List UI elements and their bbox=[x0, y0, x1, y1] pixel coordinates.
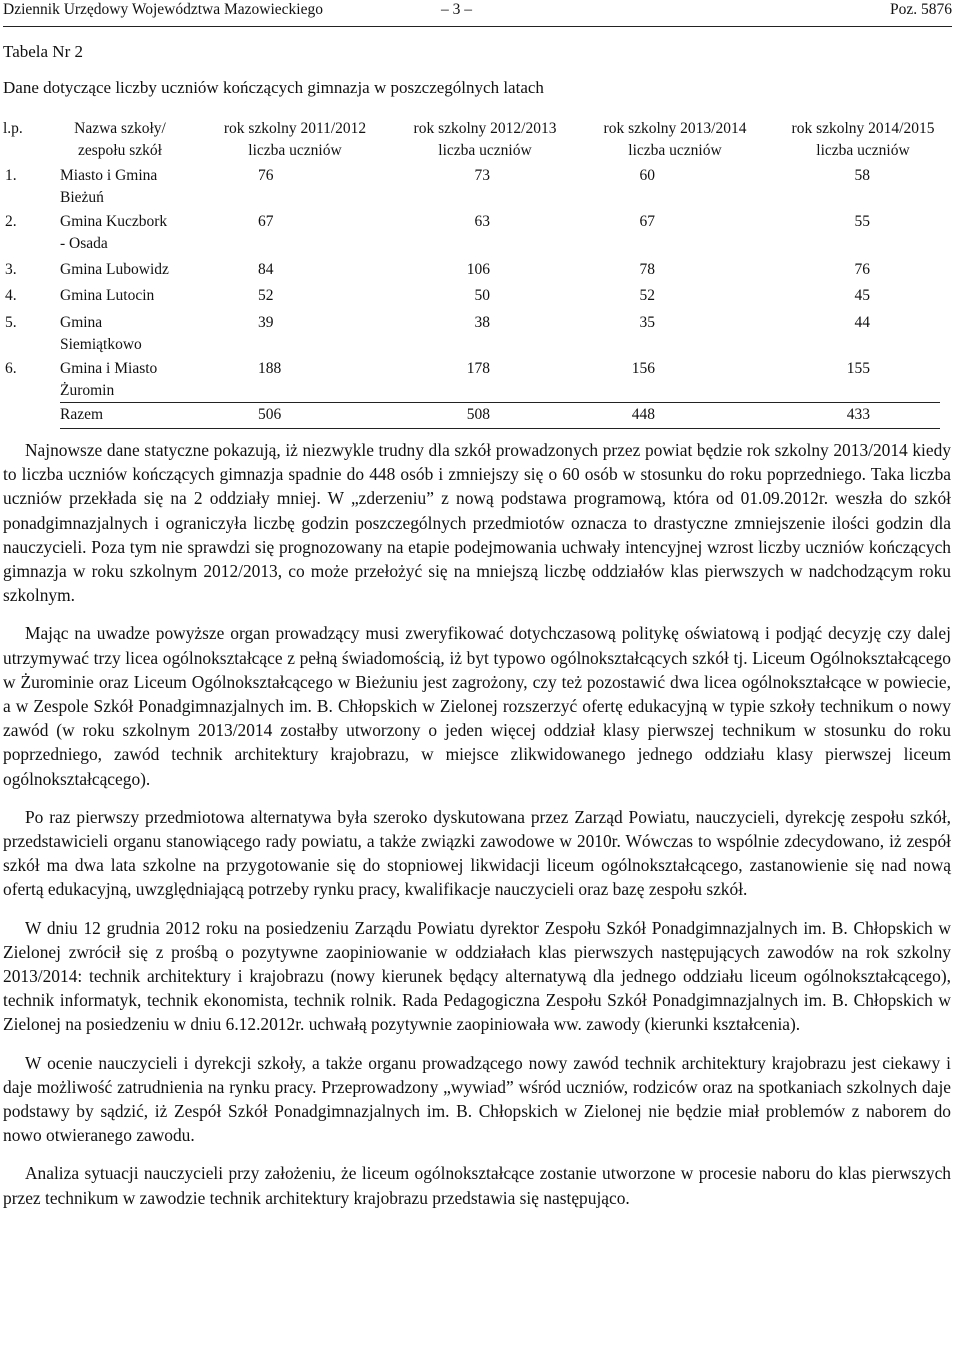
value-2012: 38 bbox=[474, 314, 490, 331]
value-2013: 78 bbox=[639, 261, 655, 278]
value-2013: 52 bbox=[639, 287, 655, 304]
value-2013: 35 bbox=[639, 314, 655, 331]
row-name: Gmina Kuczbork bbox=[60, 213, 168, 230]
header-year-2012: rok szkolny 2012/2013 bbox=[413, 120, 557, 137]
row-lp: 6. bbox=[5, 360, 17, 377]
value-2012: 106 bbox=[466, 261, 490, 278]
total-label: Razem bbox=[60, 406, 104, 423]
item-number: Poz. 5876 bbox=[890, 1, 952, 18]
header-name-line2: zespołu szkół bbox=[78, 142, 162, 159]
value-2012: 73 bbox=[474, 167, 490, 184]
value-2014: 44 bbox=[854, 314, 870, 331]
value-2014: 76 bbox=[854, 261, 870, 278]
table-divider bbox=[60, 402, 940, 403]
paragraph: Analiza sytuacji nauczycieli przy założeniu, że liceum ogólnokształcące zostanie utworzone w procesie naboru do klas pierwszych przez technikum w zawodzie technik architektury krajobrazu przedstawia się następująco. bbox=[3, 1163, 951, 1208]
value-2013: 60 bbox=[639, 167, 655, 184]
row-name-cont: - Osada bbox=[60, 235, 108, 252]
header-year-2013: rok szkolny 2013/2014 bbox=[603, 120, 747, 137]
total-2012: 508 bbox=[466, 406, 490, 423]
page-number: – 3 – bbox=[441, 1, 472, 18]
table-bottom-rule bbox=[60, 428, 940, 429]
header-count-label: liczba uczniów bbox=[438, 142, 532, 159]
value-2011: 67 bbox=[258, 213, 274, 230]
row-name: Gmina i Miasto bbox=[60, 360, 158, 377]
header-lp: l.p. bbox=[3, 120, 23, 137]
header-count-label: liczba uczniów bbox=[628, 142, 722, 159]
value-2011: 39 bbox=[258, 314, 274, 331]
value-2011: 84 bbox=[258, 261, 274, 278]
journal-title: Dziennik Urzędowy Województwa Mazowieckiego bbox=[3, 1, 323, 18]
table-title: Dane dotyczące liczby uczniów kończących gimnazja w poszczególnych latach bbox=[3, 78, 544, 97]
row-name: Gmina Lutocin bbox=[60, 287, 155, 304]
header-year-2014: rok szkolny 2014/2015 bbox=[791, 120, 935, 137]
value-2012: 50 bbox=[474, 287, 490, 304]
row-name-cont: Żuromin bbox=[60, 382, 115, 399]
value-2013: 67 bbox=[639, 213, 655, 230]
document-body bbox=[3, 438, 951, 1224]
paragraph: W dniu 12 grudnia 2012 roku na posiedzeniu Zarządu Powiatu dyrektor Zespołu Szkół Ponadgimnazjalnych im. B. Chłopskich w Zielonej zwrócił się z prośbą o pozytywne zaopiniowanie w oddziałach klas pierwszych następujących zawodów na rok szkolny 2013/2014: technik architektury i krajobrazu (nowy kierunek będący alternatywą dla jednego oddziału liceum ogólnokształcącego), technik informatyk, technik ekonomista, technik rolnik. Rada Pedagogiczna Zespołu Szkół Ponadgimnazjalnych im. B. Chłopskich w Zielonej na posiedzeniu w dniu 6.12.2012r. uchwałą pozytywnie zaopiniowała ww. zawody (kierunki kształcenia). bbox=[3, 917, 951, 1035]
value-2014: 55 bbox=[854, 213, 870, 230]
value-2014: 58 bbox=[854, 167, 870, 184]
total-2011: 506 bbox=[258, 406, 282, 423]
value-2011: 76 bbox=[258, 167, 274, 184]
page-header bbox=[3, 0, 952, 27]
header-year-2011: rok szkolny 2011/2012 bbox=[223, 120, 367, 137]
row-name-cont: Bieżuń bbox=[60, 189, 104, 206]
paragraph: W ocenie nauczycieli i dyrekcji szkoły, a także organu prowadzącego nowy zawód technik architektury krajobrazu jest ciekawy i daje możliwość zatrudnienia na rynku pracy. Przeprowadzony „wywiad” wśród uczniów, rodziców oraz na spotkaniach szkolnych daje podstawy by sądzić, iż Zespół Szkół Ponadgimnazjalnych im. B. Chłopskich w Zielonej nie będzie miał problemów z naborem do nowo otwieranego zawodu. bbox=[3, 1052, 951, 1146]
header-count-label: liczba uczniów bbox=[248, 142, 342, 159]
row-lp: 1. bbox=[5, 167, 17, 184]
total-2013: 448 bbox=[631, 406, 655, 423]
row-lp: 3. bbox=[5, 261, 17, 278]
value-2011: 52 bbox=[258, 287, 274, 304]
row-lp: 4. bbox=[5, 287, 17, 304]
row-name-cont: Siemiątkowo bbox=[60, 336, 142, 353]
row-name: Gmina bbox=[60, 314, 103, 331]
value-2011: 188 bbox=[258, 360, 282, 377]
total-2014: 433 bbox=[846, 406, 870, 423]
value-2012: 178 bbox=[466, 360, 490, 377]
value-2014: 45 bbox=[854, 287, 870, 304]
row-lp: 5. bbox=[5, 314, 17, 331]
value-2012: 63 bbox=[474, 213, 490, 230]
header-name-line1: Nazwa szkoły/ bbox=[74, 120, 166, 137]
row-name: Miasto i Gmina bbox=[60, 167, 158, 184]
value-2014: 155 bbox=[846, 360, 870, 377]
paragraph: Po raz pierwszy przedmiotowa alternatywa była szeroko dyskutowana przez Zarząd Powiatu, nauczycieli, dyrekcję zespołu szkół, przedstawicieli organu stanowiącego rady powiatu, a także związki zawodowe w 2010r. Wówczas to wspólnie zdecydowano, iż zespół szkół ma dwa lata szkolne na przygotowanie się do stopniowej likwidacji liceum ogólnokształcącego, zastanowienie się nad nową ofertą edukacyjną, uwzględniającą potrzeby rynku pracy, kwalifikacje nauczycieli oraz bazę zespołu szkół. bbox=[3, 806, 951, 900]
row-lp: 2. bbox=[5, 213, 17, 230]
paragraph: Najnowsze dane statyczne pokazują, iż niezwykle trudny dla szkół prowadzonych przez powiat będzie rok szkolny 2013/2014 kiedy to liczba uczniów kończących gimnazja spadnie do 448 osób i zmniejszy się o 60 osób w stosunku do roku poprzedniego. Taka liczba uczniów przekłada się na 2 oddziały mniej. W „zderzeniu” z nową podstawa programową, która od 01.09.2012r. weszła do szkół ponadgimnazjalnych i ograniczyła liczbę godzin poszczególnych przedmiotów oznacza to drastyczne zmniejszenie ilości godzin dla nauczycieli. Poza tym nie sprawdzi się prognozowany na etapie podejmowania uchwały intencyjnej wzrost liczby uczniów kończących gimnazja w roku szkolnym 2012/2013, co może przełożyć się na mniejszą liczbę oddziałów klas pierwszych w nadchodzącym roku szkolnym. bbox=[3, 440, 951, 606]
row-name: Gmina Lubowidz bbox=[60, 261, 169, 278]
header-count-label: liczba uczniów bbox=[816, 142, 910, 159]
paragraph: Mając na uwadze powyższe organ prowadzący musi zweryfikować dotychczasową politykę oświatową i podjąć decyzję czy dalej utrzymywać trzy licea ogólnokształcące z pełną świadomością, iż byt typowo ogólnokształcących szkół tj. Liceum Ogólnokształcącego w Żurominie oraz Liceum Ogólnokształcącego w Bieżuniu jest zagrożony, czy też pozostawić dwa licea ogólnokształcące w powiecie, a w Zespole Szkół Ponadgimnazjalnych im. B. Chłopskich w Zielonej rozszerzyć ofertę edukacyjną w typie szkoły technikum o nowy zawód (w roku szkolnym 2013/2014 zostałby utworzony o jeden więcej oddział klasy pierwszej technikum w stosunku do roku poprzedniego, zawód technik architektury krajobrazu, w miejsce zlikwidowanego jednego oddziału klasy pierwszej liceum ogólnokształcącego). bbox=[3, 623, 951, 789]
value-2013: 156 bbox=[631, 360, 655, 377]
table-number: Tabela Nr 2 bbox=[3, 42, 83, 61]
